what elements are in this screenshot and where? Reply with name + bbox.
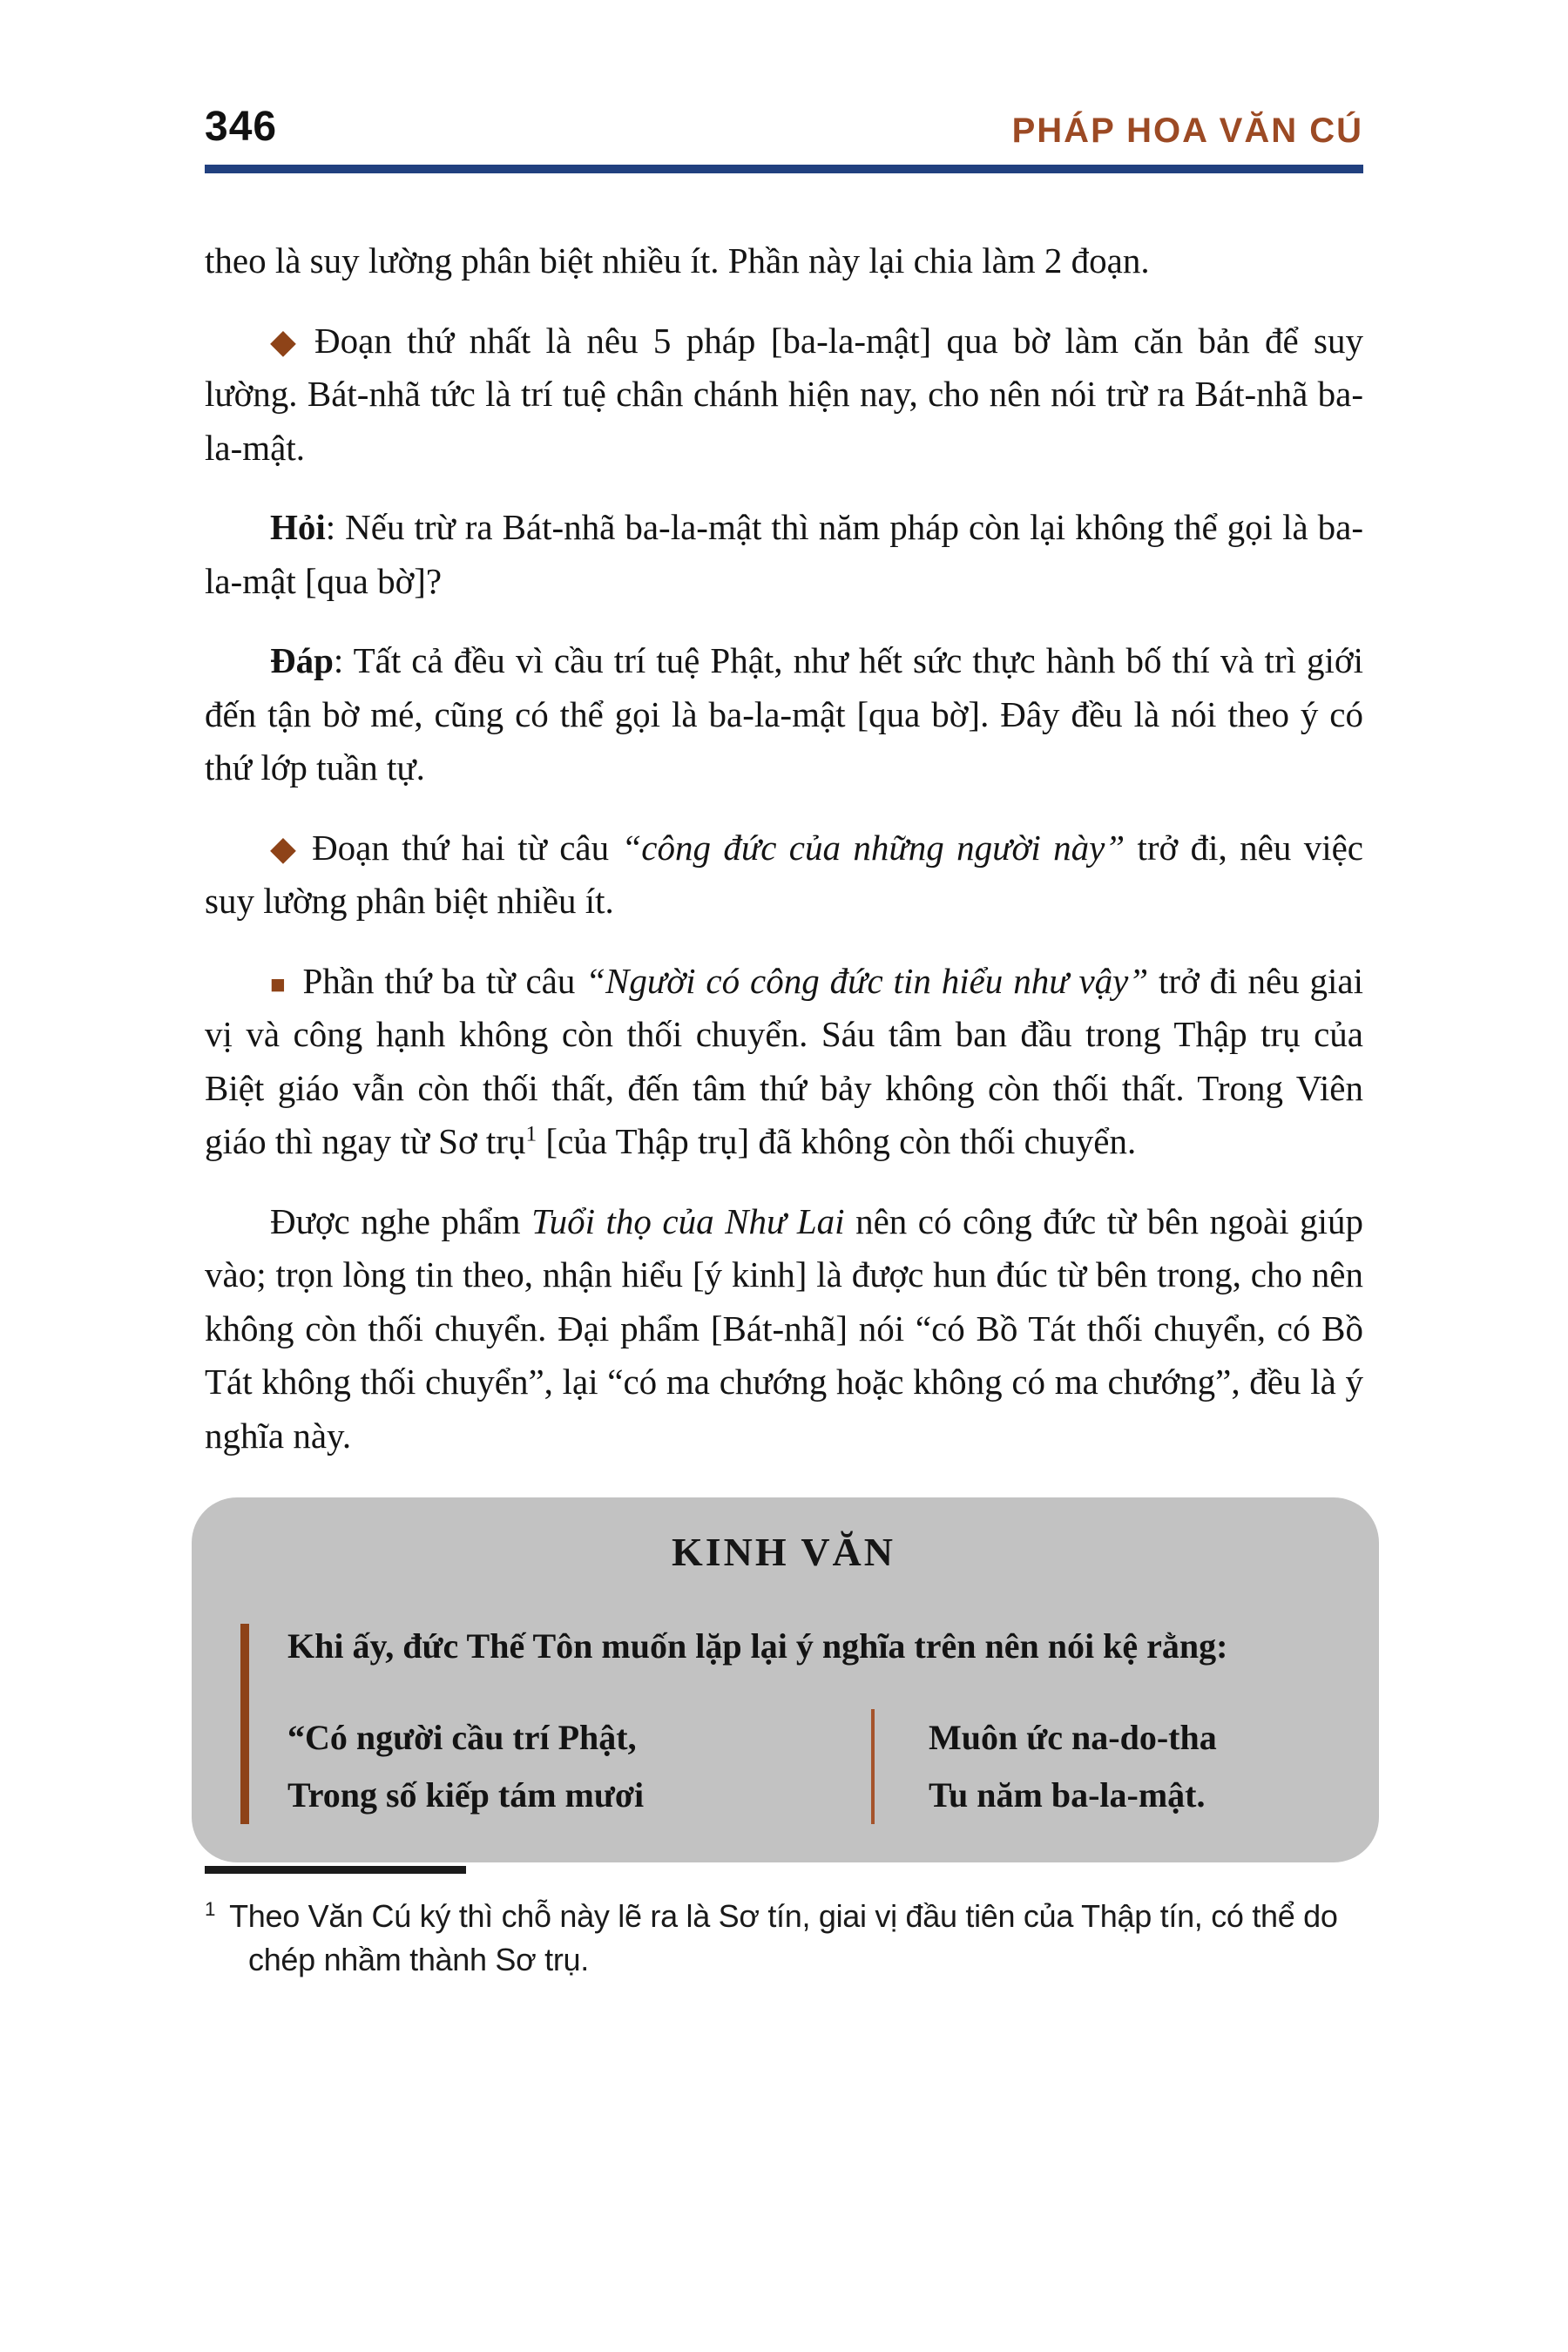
paragraph bbox=[205, 955, 1363, 1169]
text-run: nên có công đức từ bên ngoài giúp vào; trọn lòng tin theo, nhận hiểu [ý kinh] là được hun đúc từ bên trong, cho nên không còn thối chuyển. Đại phẩm [Bát-nhã] nói “có Bồ Tát thối chuyển, có Bồ Tát không thối chuyển”, lại “có ma chướng hoặc không có ma chướng”, đều là ý nghĩa này. bbox=[205, 1200, 1364, 1456]
text-run: Đáp bbox=[270, 640, 334, 680]
text-run: Đoạn thứ nhất là nêu 5 pháp [ba-la-mật] qua bờ làm căn bản để suy lường. Bát-nhã tức là trí tuệ chân chánh hiện nay, cho nên nói trừ ra Bát-nhã ba-la-mật. bbox=[205, 320, 1363, 468]
paragraph bbox=[205, 821, 1363, 929]
paragraph bbox=[205, 314, 1363, 476]
text-run: 1 bbox=[525, 1121, 537, 1146]
verse-line: “Có người cầu trí Phật, bbox=[287, 1718, 637, 1757]
footnote-rule bbox=[205, 1866, 466, 1874]
kinh-van-intro: Khi ấy, đức Thế Tôn muốn lặp lại ý nghĩa trên nên nói kệ rằng: bbox=[287, 1626, 1228, 1666]
footnote bbox=[205, 1895, 1363, 1983]
kinh-van-title: KINH VĂN bbox=[671, 1530, 896, 1574]
kinh-van-box bbox=[192, 1497, 1379, 1862]
verse-column-left bbox=[287, 1709, 871, 1824]
paragraph bbox=[205, 1195, 1363, 1463]
paragraph bbox=[205, 234, 1363, 288]
paragraph bbox=[205, 634, 1363, 795]
kinh-van-quote bbox=[240, 1624, 1327, 1824]
header-rule bbox=[205, 165, 1363, 173]
text-run: Được nghe phẩm bbox=[270, 1200, 532, 1241]
running-head: PHÁP HOA VĂN CÚ bbox=[1011, 112, 1363, 150]
page-number: 346 bbox=[205, 104, 278, 150]
text-run: [của Thập trụ] đã không còn thối chuyển. bbox=[537, 1121, 1137, 1161]
text-run: : Nếu trừ ra Bát-nhã ba-la-mật thì năm pháp còn lại không thể gọi là ba-la-mật [qua bờ]? bbox=[205, 507, 1363, 601]
quote-accent-bar bbox=[240, 1624, 249, 1824]
text-run: theo là suy lường phân biệt nhiều ít. Phần này lại chia làm 2 đoạn. bbox=[205, 240, 1150, 280]
page-header bbox=[205, 103, 1363, 151]
text-run: : Tất cả đều vì cầu trí tuệ Phật, như hết sức thực hành bố thí và trì giới đến tận bờ mé, cũng có thể gọi là ba-la-mật [qua bờ]. Đây đều là nói theo ý có thứ lớp tuần tự. bbox=[205, 640, 1363, 787]
text-run: trở đi, nêu việc suy lường phân biệt nhiều ít. bbox=[205, 827, 1363, 921]
quote-content bbox=[287, 1624, 1327, 1824]
paragraph bbox=[205, 501, 1363, 608]
footnote-marker: 1 bbox=[205, 1898, 216, 1920]
verse bbox=[287, 1709, 1327, 1824]
text-run: “công đức của những người này” bbox=[621, 827, 1125, 868]
body-text bbox=[205, 234, 1363, 1463]
text-run: Đoạn thứ hai từ câu bbox=[312, 827, 622, 868]
verse-column-right bbox=[875, 1709, 1327, 1824]
text-run: Phần thứ ba từ câu bbox=[302, 960, 586, 1001]
verse-line: Muôn ức na-do-tha bbox=[929, 1718, 1217, 1757]
verse-line: Tu năm ba-la-mật. bbox=[929, 1775, 1206, 1815]
square-bullet-icon: ■ bbox=[270, 970, 287, 999]
text-run: Tuổi thọ của Như Lai bbox=[531, 1200, 845, 1241]
diamond-bullet-icon: ◆ bbox=[270, 322, 303, 361]
text-run: trở đi nêu giai vị và công hạnh không còn thối chuyển. Sáu tâm ban đầu trong Thập trụ của Biệt giáo vẫn còn thối thất, đến tâm thứ bảy không còn thối thất. Trong Viên giáo thì ngay từ Sơ trụ bbox=[205, 960, 1364, 1161]
verse-line: Trong số kiếp tám mươi bbox=[287, 1775, 645, 1815]
diamond-bullet-icon: ◆ bbox=[270, 829, 301, 868]
text-run: “Người có công đức tin hiểu như vậy” bbox=[585, 960, 1149, 1001]
footnote-text: Theo Văn Cú ký thì chỗ này lẽ ra là Sơ tín, giai vị đầu tiên của Thập tín, có thể do chép nhầm thành Sơ trụ. bbox=[229, 1898, 1338, 1978]
text-run: Hỏi bbox=[270, 507, 326, 547]
